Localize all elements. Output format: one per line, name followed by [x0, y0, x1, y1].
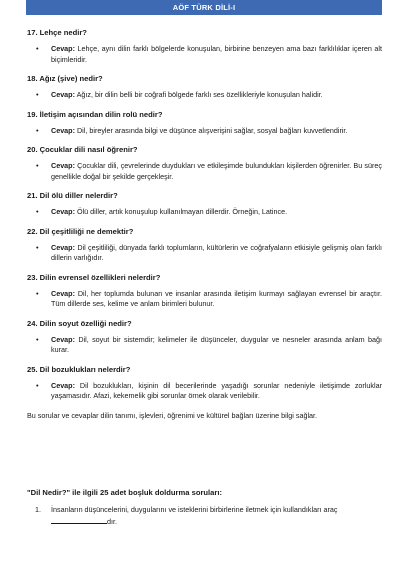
fill-in-section: [27, 488, 382, 527]
answer-text: [27, 289, 382, 310]
question-title: 21. Dil ölü diller nelerdir?: [27, 191, 118, 200]
answer-label: Cevap:: [51, 44, 75, 53]
bullet-icon: •: [36, 207, 39, 216]
bullet-icon: •: [36, 288, 39, 298]
question-title: 24. Dilin soyut özelliği nedir?: [27, 318, 132, 328]
answer-body: Dil, her toplumda bulunan ve insanlar arasında iletişim kurmayı sağlayan evrensel bir araçtır. Tüm dillerde ses, kelime ve anlam birimleri bulunur.: [51, 288, 382, 308]
fill-in-blank: [51, 516, 107, 524]
answer-body: Lehçe, aynı dilin farklı bölgelerde konuşulan, birbirine benzeyen ama bazı farklılıklar içeren alt biçimleridir.: [51, 44, 383, 64]
summary-paragraph: Bu sorular ve cevaplar dilin tanımı, işlevleri, öğrenimi ve kültürel bağları üzerine bilgi sağlar.: [27, 410, 318, 420]
answer-text: [27, 243, 382, 264]
question-title: 23. Dilin evrensel özellikleri nelerdir?: [27, 272, 161, 282]
answer-text: [27, 126, 382, 137]
qa-item: [27, 74, 382, 101]
answer-body: Dil, soyut bir sistemdir; kelimeler ile düşünceler, duygular ve nesneler arasında anlam bağı kurar.: [51, 334, 382, 354]
bullet-icon: •: [36, 44, 39, 53]
qa-item: [27, 191, 382, 218]
answer-text: [27, 44, 382, 65]
qa-list: [27, 28, 382, 421]
bullet-icon: •: [36, 380, 39, 390]
answer-body: Ölü diller, artık konuşulup kullanılmayan dillerdir. Örneğin, Latince.: [76, 207, 288, 216]
answer-label: Cevap:: [51, 242, 75, 252]
qa-item: [27, 273, 382, 310]
answer-text: [27, 335, 382, 356]
answer-body: Ağız, bir dilin belli bir coğrafi bölgede farklı ses özellikleriyle konuşulan halidir.: [76, 90, 323, 99]
answer-body: Dil bozuklukları, kişinin dil becerilerinde yaşadığı sorunlar nedeniyle iletişimde zorluklar yaşamasıdır. Afazi, kekemelik gibi sorunlar örnek olarak verilebilir.: [51, 380, 382, 400]
qa-item: [27, 145, 382, 182]
answer-text: [27, 90, 382, 101]
question-title: 18. Ağız (şive) nedir?: [27, 74, 103, 83]
answer-label: Cevap:: [51, 334, 75, 344]
fill-in-item-suffix: dır.: [107, 516, 117, 526]
header-title: AÖF TÜRK DİLİ-I: [172, 3, 236, 12]
question-title: 19. İletişim açısından dilin rolü nedir?: [27, 109, 163, 119]
qa-item: [27, 319, 382, 356]
qa-item: [27, 365, 382, 402]
question-title: 22. Dil çeşitliliği ne demektir?: [27, 226, 134, 236]
qa-item: [27, 110, 382, 137]
bullet-icon: •: [36, 161, 39, 170]
answer-text: [27, 381, 382, 402]
fill-in-item: [27, 505, 382, 527]
answer-label: Cevap:: [51, 125, 75, 135]
question-title: 20. Çocuklar dili nasıl öğrenir?: [27, 145, 138, 154]
page-header: [26, 0, 382, 15]
answer-label: Cevap:: [51, 161, 75, 170]
answer-label: Cevap:: [51, 90, 75, 99]
answer-body: Dil, bireyler arasında bilgi ve düşünce alışverişini sağlar, sosyal bağları kuvvetlendirir.: [76, 125, 348, 135]
answer-label: Cevap:: [51, 288, 75, 298]
bullet-icon: •: [36, 125, 39, 135]
bullet-icon: •: [36, 334, 39, 344]
qa-item: [27, 28, 382, 65]
bullet-icon: •: [36, 242, 39, 252]
answer-body: Dil çeşitliliği, dünyada farklı toplumların, kültürlerin ve coğrafyaların etkisiyle gelişmiş olan farklı dillerin varlığıdır.: [51, 242, 382, 262]
fill-in-section-title: "Dil Nedir?" ile ilgili 25 adet boşluk doldurma soruları:: [27, 488, 222, 497]
qa-item: [27, 227, 382, 264]
question-title: 17. Lehçe nedir?: [27, 28, 87, 37]
answer-text: [27, 207, 382, 218]
fill-in-item-text: İnsanların düşüncelerini, duygularını ve isteklerini birbirlerine iletmek için kullandıkları araç: [51, 505, 338, 514]
question-title: 25. Dil bozuklukları nelerdir?: [27, 364, 131, 374]
answer-body: Çocuklar dili, çevrelerinde duydukları ve etkileşimde bulundukları kişilerden öğrenirler. Bu süreç genellikle doğal bir şekilde gerçekleşir.: [51, 161, 382, 181]
fill-in-item-number: 1.: [35, 505, 41, 514]
answer-label: Cevap:: [51, 207, 75, 216]
bullet-icon: •: [36, 90, 39, 99]
answer-text: [27, 161, 382, 182]
answer-label: Cevap:: [51, 380, 75, 390]
